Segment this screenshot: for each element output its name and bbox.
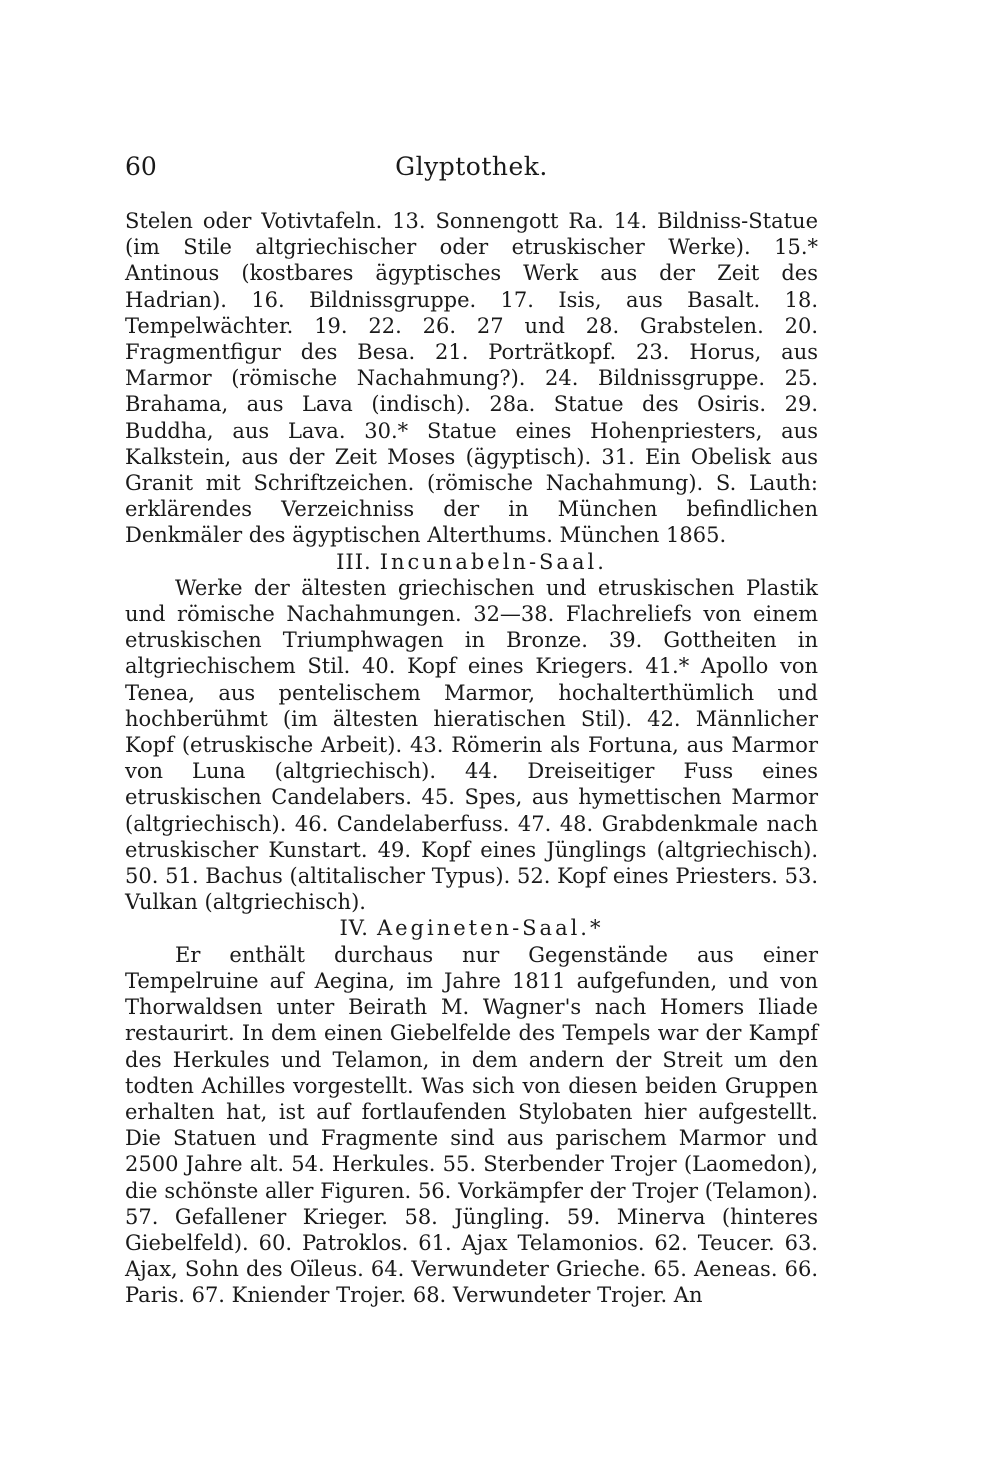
running-title: Glyptothek.	[395, 152, 548, 181]
section-number: III.	[336, 549, 372, 574]
paragraph-egyptian-list: Stelen oder Votivtafeln. 13. Sonnengott Ra. 14. Bildniss-Statue (im Stile altgriechischer oder etruskischer Werke). 15.* Antinous (kostbares ägyptisches Werk aus der Zeit des Hadrian). 16. Bildnissgruppe. 17. Isis, aus Basalt. 18. Tempelwächter. 19. 22. 26. 27 und 28. Grabstelen. 20. Fragmentfigur des Besa. 21. Porträtkopf. 23. Horus, aus Marmor (römische Nachahmung?). 24. Bildnissgruppe. 25. Brahama, aus Lava (indisch). 28a. Statue des Osiris. 29. Buddha, aus Lava. 30.* Statue eines Hohenpriesters, aus Kalkstein, aus der Zeit Moses (ägyptisch). 31. Ein Obelisk aus Granit mit Schriftzeichen. (römische Nachahmung). S. Lauth: erklärendes Verzeichniss der in München befindlichen Denkmäler des ägyptischen Alterthums. München 1865.	[125, 209, 818, 548]
page-body	[125, 208, 818, 1309]
section-heading-aegineten	[125, 915, 818, 941]
section-number: IV.	[339, 916, 369, 941]
paragraph-aegineten: Er enthält durchaus nur Gegenstände aus einer Tempelruine auf Aegina, im Jahre 1811 aufgefunden, und von Thorwaldsen unter Beirath M. Wagner's nach Homers Iliade restaurirt. In dem einen Giebelfelde des Tempels war der Kampf des Herkules und Telamon, in dem andern der Streit um den todten Achilles vorgestellt. Was sich von diesen beiden Gruppen erhalten hat, ist auf fortlaufenden Stylobaten hier aufgestellt. Die Statuen und Fragmente sind aus parischem Marmor und 2500 Jahre alt. 54. Herkules. 55. Sterbender Trojer (Laomedon), die schönste aller Figuren. 56. Vorkämpfer der Trojer (Telamon). 57. Gefallener Krieger. 58. Jüngling. 59. Minerva (hinteres Giebelfeld). 60. Patroklos. 61. Ajax Telamonios. 62. Teucer. 63. Ajax, Sohn des Oïleus. 64. Verwundeter Grieche. 65. Aeneas. 66. Paris. 67. Kniender Trojer. 68. Verwundeter Trojer. An	[125, 942, 818, 1308]
paragraph-incunabeln: Werke der ältesten griechischen und etruskischen Plastik und römische Nachahmungen. 32—38. Flachreliefs von einem etruskischen Triumphwagen in Bronze. 39. Gottheiten in altgriechischem Stil. 40. Kopf eines Kriegers. 41.* Apollo von Tenea, aus pentelischem Marmor, hochalterthümlich und hochberühmt (im ältesten hieratischen Stil). 42. Männlicher Kopf (etruskische Arbeit). 43. Römerin als Fortuna, aus Marmor von Luna (altgriechisch). 44. Dreiseitiger Fuss eines etruskischen Candelabers. 45. Spes, aus hymettischen Marmor (altgriechisch). 46. Candelaberfuss. 47. 48. Grabdenkmale nach etruskischer Kunstart. 49. Kopf eines Jünglings (altgriechisch). 50. 51. Bachus (altitalischer Typus). 52. Kopf eines Priesters. 53. Vulkan (altgriechisch).	[125, 575, 818, 915]
section-title: Aegineten-Saal.*	[376, 916, 604, 941]
section-heading-incunabeln	[125, 549, 818, 575]
page-number: 60	[125, 152, 157, 181]
page-header	[125, 152, 818, 188]
section-title: Incunabeln-Saal.	[379, 549, 607, 574]
